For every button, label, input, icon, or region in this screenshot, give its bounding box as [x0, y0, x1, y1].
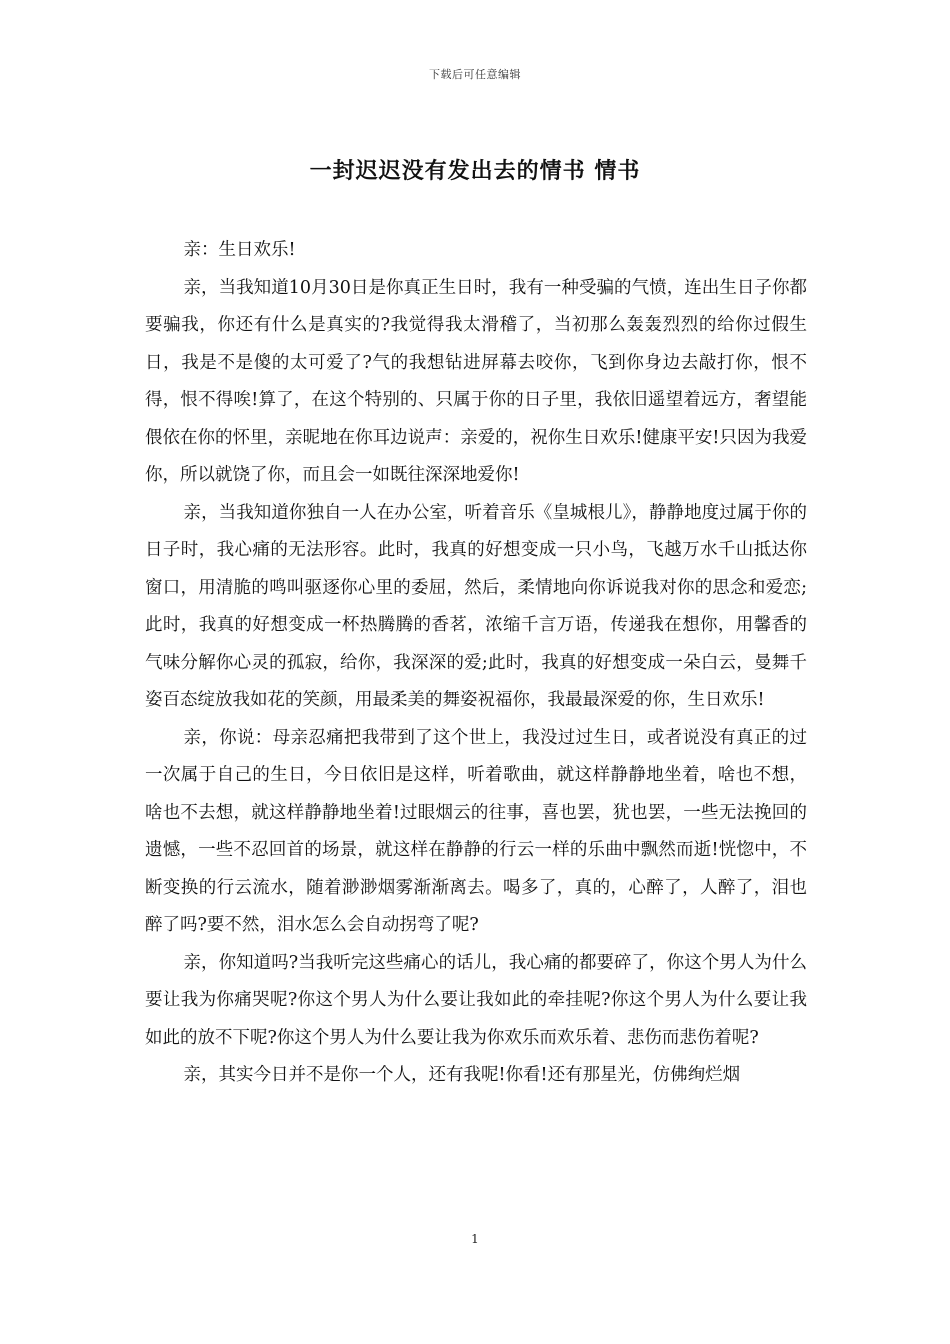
paragraph: 亲，当我知道你独自一人在办公室，听着音乐《皇城根儿》，静静地度过属于你的日子时，我心痛的无法形容。此时，我真的好想变成一只小鸟，飞越万水千山抵达你窗口，用清脆的鸣叫驱逐你心里的委屈，然后，柔情地向你诉说我对你的思念和爱恋;此时，我真的好想变成一杯热腾腾的香茗，浓缩千言万语，传递我在想你，用馨香的气味分解你心灵的孤寂，给你，我深深的爱;此时，我真的好想变成一朵白云，曼舞千姿百态绽放我如花的笑颜，用最柔美的舞姿祝福你，我最最深爱的你，生日欢乐!: [145, 502, 807, 710]
paragraph: 亲，你说：母亲忍痛把我带到了这个世上，我没过过生日，或者说没有真正的过一次属于自己的生日，今日依旧是这样，听着歌曲，就这样静静地坐着，啥也不想，啥也不去想，就这样静静地坐着!过眼烟云的往事，喜也罢，犹也罢，一些无法挽回的遗憾，一些不忍回首的场景，就这样在静静的行云一样的乐曲中飘然而逝!恍惚中，不断变换的行云流水，随着渺渺烟雾渐渐离去。喝多了，真的，心醉了，人醉了，泪也醉了吗?要不然，泪水怎么会自动拐弯了呢?: [145, 727, 807, 935]
paragraph: 亲，你知道吗?当我听完这些痛心的话儿，我心痛的都要碎了，你这个男人为什么要让我为你痛哭呢?你这个男人为什么要让我如此的牵挂呢?你这个男人为什么要让我如此的放不下呢?你这个男人为什么要让我为你欢乐而欢乐着、悲伤而悲伤着呢?: [145, 952, 807, 1048]
paragraph: 亲，其实今日并不是你一个人，还有我呢!你看!还有那星光，仿佛绚烂烟: [183, 1065, 741, 1085]
page-title: 一封迟迟没有发出去的情书 情书: [309, 158, 641, 184]
page-number: 1: [471, 1232, 479, 1246]
header-note: 下载后可任意编辑: [429, 68, 521, 81]
letter-body: [145, 232, 807, 1095]
paragraph: 亲，当我知道10月30日是你真正生日时，我有一种受骗的气愤，连出生日子你都要骗我，你还有什么是真实的?我觉得我太滑稽了，当初那么轰轰烈烈的给你过假生日，我是不是傻的太可爱了?气的我想钻进屏幕去咬你，飞到你身边去敲打你，恨不得，恨不得唉!算了，在这个特别的、只属于你的日子里，我依旧遥望着远方，奢望能偎依在你的怀里，亲昵地在你耳边说声：亲爱的，祝你生日欢乐!健康平安!只因为我爱你，所以就饶了你，而且会一如既往深深地爱你!: [145, 277, 807, 485]
paragraph-greeting: 亲：生日欢乐!: [183, 240, 296, 260]
